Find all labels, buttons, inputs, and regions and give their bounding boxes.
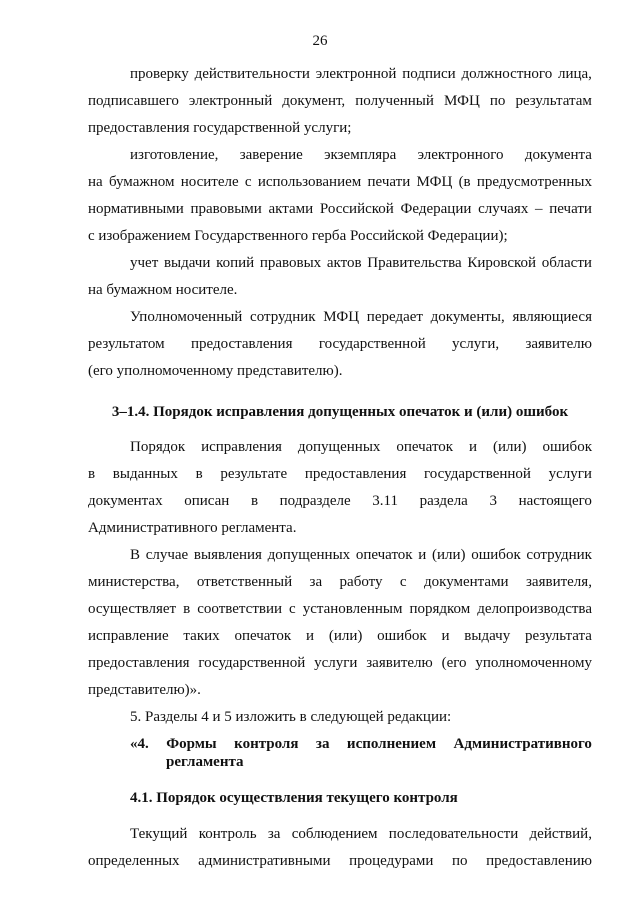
word: ответственный	[196, 574, 293, 590]
word: соответствии	[197, 601, 283, 617]
text-line	[130, 145, 592, 165]
word: с	[399, 574, 407, 590]
word: 3	[489, 493, 497, 509]
word: сотрудник	[526, 547, 592, 563]
page-number: 26	[312, 33, 328, 49]
text-line: на бумажном носителе.	[88, 282, 238, 298]
word: результата	[525, 628, 592, 644]
word: результатам	[515, 93, 592, 109]
word: (или)	[493, 439, 527, 455]
word: работу	[339, 574, 383, 590]
word: документ,	[282, 93, 346, 109]
word: 3.11	[372, 493, 398, 509]
word: сотрудник	[250, 309, 316, 325]
text-line	[88, 572, 592, 592]
word: государственной	[198, 655, 306, 671]
word: заявителю	[525, 336, 592, 352]
word: и	[306, 628, 315, 644]
word: (в	[458, 174, 471, 190]
text-line: (его уполномоченному представителю).	[88, 363, 343, 379]
word: государственной	[424, 466, 531, 482]
text-line: с изображением Государственного герба Российской Федерации);	[88, 228, 508, 244]
word: правовых	[259, 255, 322, 271]
word: исправление	[88, 628, 169, 644]
text-line	[88, 199, 592, 219]
word: административными	[198, 853, 331, 869]
word: и	[441, 628, 450, 644]
text-line: представителю)».	[88, 682, 201, 698]
subsection-heading: 4.1. Порядок осуществления текущего контроля	[130, 790, 458, 806]
text-line	[130, 824, 592, 844]
text-line	[88, 653, 592, 673]
word: учет	[130, 255, 159, 271]
word: Уполномоченный	[130, 309, 243, 325]
word: МФЦ	[323, 309, 360, 325]
word: и	[469, 439, 478, 455]
word: действий,	[529, 826, 592, 842]
word: электронного	[417, 147, 504, 163]
word: выданных	[112, 466, 178, 482]
text-line	[88, 91, 592, 111]
text-line	[88, 334, 592, 354]
word: исполнением	[346, 736, 437, 752]
word: заверение	[239, 147, 303, 163]
word: допущенных	[297, 439, 381, 455]
text-line	[88, 599, 592, 619]
word: государственной	[318, 336, 426, 352]
word: соблюдением	[291, 826, 378, 842]
text-line	[88, 626, 592, 646]
word: Федерации	[400, 201, 472, 217]
word: правовыми	[190, 201, 262, 217]
word: подразделе	[279, 493, 351, 509]
word: МФЦ	[416, 174, 453, 190]
word: должностного	[461, 66, 553, 82]
word: контроля	[234, 736, 299, 752]
word: печати	[549, 201, 592, 217]
word: таких	[183, 628, 220, 644]
word: Порядок	[130, 439, 186, 455]
word: Российской	[319, 201, 394, 217]
word: в	[183, 601, 191, 617]
word: контроль	[198, 826, 257, 842]
word: выдачи	[163, 255, 211, 271]
word: нормативными	[88, 201, 184, 217]
word: Формы	[166, 736, 217, 752]
word: опечаток	[355, 547, 413, 563]
word: использованием	[257, 174, 362, 190]
text-line	[130, 545, 592, 565]
word: опечаток	[234, 628, 292, 644]
word: ошибок	[542, 439, 592, 455]
word: предусмотренных	[476, 174, 592, 190]
word: документы,	[430, 309, 505, 325]
word: настоящего	[518, 493, 592, 509]
word: изготовление,	[130, 147, 219, 163]
word: случаях	[478, 201, 529, 217]
word: (или)	[432, 547, 466, 563]
word: по	[452, 853, 468, 869]
word: процедурами	[349, 853, 434, 869]
word: за	[315, 736, 330, 752]
word: делопроизводства	[477, 601, 592, 617]
word: выявления	[193, 547, 262, 563]
word: в	[250, 493, 259, 509]
word: исправления	[201, 439, 282, 455]
word: предоставлению	[486, 853, 592, 869]
word: «4.	[130, 736, 149, 752]
word: Правительства	[367, 255, 462, 271]
word: заявителя,	[526, 574, 592, 590]
word: экземпляра	[324, 147, 397, 163]
word: действительности	[194, 66, 310, 82]
word: актов	[326, 255, 362, 271]
word: Текущий	[130, 826, 188, 842]
word: копий	[216, 255, 255, 271]
word: предоставления	[304, 466, 407, 482]
text-line	[130, 64, 592, 84]
word: Кировской	[467, 255, 537, 271]
word: В	[130, 547, 141, 563]
text-line	[88, 464, 592, 484]
word: по	[489, 93, 506, 109]
word: осуществляет	[88, 601, 177, 617]
word: бумажном	[108, 174, 175, 190]
word: и	[418, 547, 427, 563]
word: полученный	[355, 93, 434, 109]
word: подписавшего	[88, 93, 179, 109]
word: актами	[268, 201, 314, 217]
word: печати	[367, 174, 411, 190]
word: определенных	[88, 853, 180, 869]
word: раздела	[419, 493, 468, 509]
word: результате	[220, 466, 288, 482]
word: опечаток	[396, 439, 454, 455]
word: Административного	[453, 736, 592, 752]
text-line	[130, 437, 592, 457]
word: установленным	[302, 601, 403, 617]
word: выдачу	[464, 628, 511, 644]
section-4-heading-cont: регламента	[166, 754, 244, 770]
word: проверку	[130, 66, 189, 82]
word: за	[267, 826, 281, 842]
word: МФЦ	[443, 93, 480, 109]
text-line	[88, 172, 592, 192]
word: ошибок	[377, 628, 427, 644]
word: носителе	[180, 174, 239, 190]
word: услуги	[548, 466, 592, 482]
text-line: Административного регламента.	[88, 520, 297, 536]
word: с	[244, 174, 252, 190]
word: с	[289, 601, 296, 617]
section-4-heading	[130, 734, 592, 754]
word: –	[535, 201, 543, 217]
word: документа	[524, 147, 592, 163]
word: уполномоченному	[475, 655, 592, 671]
word: министерства,	[88, 574, 180, 590]
word: электронной	[315, 66, 397, 82]
word: (или)	[328, 628, 363, 644]
word: предоставления	[190, 336, 293, 352]
word: случае	[145, 547, 189, 563]
word: в	[195, 466, 203, 482]
text-line	[130, 253, 592, 273]
text-line	[130, 307, 592, 327]
word: описан	[184, 493, 230, 509]
word: последовательности	[388, 826, 519, 842]
word: документами	[423, 574, 509, 590]
word: предоставления	[88, 655, 190, 671]
word: электронный	[188, 93, 273, 109]
word: допущенных	[267, 547, 351, 563]
word: порядком	[409, 601, 471, 617]
word: результатом	[88, 336, 165, 352]
word: подписи	[402, 66, 456, 82]
word: в	[88, 466, 96, 482]
section-heading: 3–1.4. Порядок исправления допущенных опечаток и (или) ошибок	[111, 404, 569, 420]
text-line: 5. Разделы 4 и 5 изложить в следующей редакции:	[130, 709, 452, 725]
word: области	[541, 255, 592, 271]
word: за	[309, 574, 323, 590]
text-line	[88, 491, 592, 511]
text-line	[88, 851, 592, 871]
word: услуги,	[452, 336, 500, 352]
text-line: предоставления государственной услуги;	[88, 120, 352, 136]
word: ошибок	[471, 547, 521, 563]
word: документах	[88, 493, 163, 509]
word: являющиеся	[512, 309, 592, 325]
word: передает	[366, 309, 423, 325]
word: услуги	[314, 655, 358, 671]
word: (его	[441, 655, 467, 671]
word: на	[88, 174, 103, 190]
word: лица,	[557, 66, 592, 82]
word: заявителю	[366, 655, 433, 671]
